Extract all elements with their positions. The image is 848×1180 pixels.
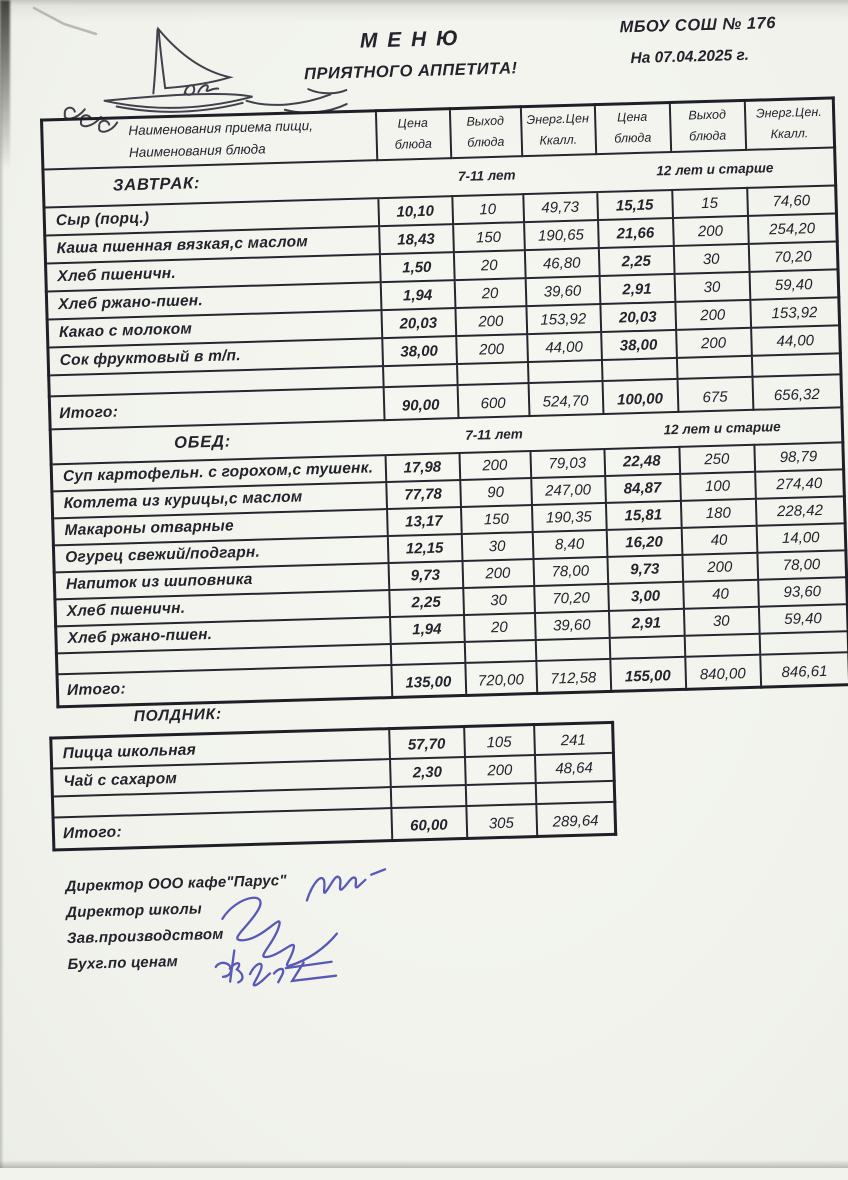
dish-name-cell: Котлета из курицы,с маслом xyxy=(52,482,387,518)
price-cell: 57,70 xyxy=(389,727,465,759)
energy-cell: 247,00 xyxy=(531,476,606,505)
energy-cell: 98,79 xyxy=(754,442,844,471)
empty-cell xyxy=(751,353,841,376)
output-cell: 200 xyxy=(464,755,535,785)
header-line: Энерг.Цен xyxy=(526,111,590,128)
energy-cell: 228,42 xyxy=(755,496,845,525)
header-line: Цена xyxy=(397,115,429,131)
price-cell: 15,15 xyxy=(597,190,673,220)
empty-cell xyxy=(535,780,615,803)
energy-cell: 78,00 xyxy=(533,556,608,585)
price-cell: 3,00 xyxy=(608,581,684,610)
output-cell: 10 xyxy=(452,194,524,224)
price-cell: 16,20 xyxy=(606,527,682,556)
header-line: Выход xyxy=(688,107,727,123)
page-title: М Е Н Ю xyxy=(359,26,461,53)
header-dish-line1: Наименования приема пищи, xyxy=(128,117,314,139)
total-price-cell: 60,00 xyxy=(391,805,467,840)
energy-cell: 14,00 xyxy=(756,523,846,552)
price-cell: 1,50 xyxy=(379,252,454,282)
school-name: МБОУ СОШ № 176 xyxy=(619,14,777,37)
dish-name-cell: Хлеб пшеничн. xyxy=(55,590,390,626)
header-line: блюда xyxy=(467,134,505,150)
header-line: блюда xyxy=(614,130,652,146)
output-cell: 200 xyxy=(455,306,527,336)
empty-cell xyxy=(383,364,458,387)
header-line: Ккалл. xyxy=(770,126,809,142)
price-cell: 13,17 xyxy=(387,507,462,536)
header-price-2 xyxy=(594,103,670,154)
signature-label-school-director: Директор школы xyxy=(65,900,203,922)
signature-label-production-manager: Зав.производством xyxy=(66,925,224,948)
price-cell: 2,91 xyxy=(599,273,675,303)
price-cell: 2,91 xyxy=(608,608,684,637)
output-cell: 200 xyxy=(456,334,528,364)
price-cell: 22,48 xyxy=(604,446,680,475)
total-energy-cell: 846,61 xyxy=(760,652,848,687)
output-cell: 20 xyxy=(464,613,536,642)
dish-name-cell: Чай с сахаром xyxy=(52,759,391,796)
price-cell: 10,10 xyxy=(378,196,453,226)
output-cell: 30 xyxy=(683,606,759,635)
energy-cell: 49,73 xyxy=(523,192,598,222)
section-label-lunch: ОБЕД: xyxy=(50,420,385,464)
energy-cell: 78,00 xyxy=(757,550,847,579)
header-line: Энерг.Цен. xyxy=(755,104,822,121)
energy-cell: 153,92 xyxy=(750,297,840,327)
energy-cell: 70,20 xyxy=(748,241,838,271)
dish-name-cell: Хлеб ржано-пшен. xyxy=(56,617,391,653)
empty-cell xyxy=(527,360,602,383)
total-label: Итого: xyxy=(49,387,384,429)
price-cell: 77,78 xyxy=(386,480,461,509)
total-label: Итого: xyxy=(57,665,392,707)
output-cell: 150 xyxy=(453,222,525,252)
empty-cell xyxy=(759,631,848,654)
energy-cell: 44,00 xyxy=(751,325,841,355)
total-output-cell: 720,00 xyxy=(465,661,537,696)
dish-name-cell: Макароны отварные xyxy=(53,509,388,545)
dish-name-cell: Суп картофельн. с горохом,с тушенк. xyxy=(51,455,386,491)
output-cell: 40 xyxy=(681,525,757,554)
signature-label-cafe-director: Директор ООО кафе"Парус" xyxy=(65,872,287,896)
section-label-snack: ПОЛДНИК: xyxy=(133,705,223,726)
total-energy-cell: 524,70 xyxy=(528,381,603,416)
price-cell: 15,81 xyxy=(605,500,681,529)
output-cell: 200 xyxy=(459,451,531,480)
price-cell: 9,73 xyxy=(388,561,463,590)
total-energy-cell: 712,58 xyxy=(536,658,611,693)
price-cell: 18,43 xyxy=(379,224,454,254)
output-cell: 20 xyxy=(453,250,525,280)
output-cell: 40 xyxy=(683,579,759,608)
total-output-cell: 600 xyxy=(457,383,529,418)
price-cell: 17,98 xyxy=(385,453,460,482)
empty-cell xyxy=(390,784,466,807)
price-cell: 9,73 xyxy=(607,554,683,583)
page-subtitle: ПРИЯТНОГО АППЕТИТА! xyxy=(303,59,518,84)
dish-name-cell: Каша пшенная вязкая,с маслом xyxy=(45,226,380,263)
dish-name-cell: Хлеб пшеничн. xyxy=(46,254,381,291)
price-cell: 20,03 xyxy=(600,301,676,331)
dish-name-cell: Огурец свежий/подгарн. xyxy=(53,536,388,572)
output-cell: 30 xyxy=(461,532,533,561)
total-output-cell: 675 xyxy=(677,376,753,411)
energy-cell: 59,40 xyxy=(749,269,839,299)
dish-name-cell: Сок фруктовый в т/п. xyxy=(48,338,383,375)
output-cell: 30 xyxy=(674,271,750,301)
empty-cell xyxy=(676,355,752,378)
price-cell: 38,00 xyxy=(601,329,677,359)
output-cell: 250 xyxy=(679,444,755,473)
empty-cell xyxy=(601,357,677,380)
energy-cell: 70,20 xyxy=(534,583,609,612)
header-energy-2 xyxy=(744,98,834,149)
energy-cell: 46,80 xyxy=(524,248,599,278)
output-cell: 180 xyxy=(680,498,756,527)
signature-label-price-accountant: Бухг.по ценам xyxy=(67,953,179,974)
total-output-cell: 840,00 xyxy=(685,654,761,689)
price-cell: 20,03 xyxy=(381,308,456,338)
output-cell: 100 xyxy=(680,471,756,500)
price-cell: 2,25 xyxy=(598,246,674,276)
age-group-7-11: 7-11 лет xyxy=(384,414,604,455)
energy-cell: 48,64 xyxy=(534,752,614,782)
price-cell: 12,15 xyxy=(387,534,462,563)
header-energy-1 xyxy=(520,105,595,156)
energy-cell: 8,40 xyxy=(532,529,607,558)
energy-cell: 93,60 xyxy=(758,577,848,606)
empty-cell xyxy=(684,633,760,656)
total-price-cell: 155,00 xyxy=(610,656,686,691)
output-cell: 15 xyxy=(672,187,748,217)
empty-cell xyxy=(465,783,536,806)
output-cell: 105 xyxy=(464,725,535,757)
price-cell: 84,87 xyxy=(605,473,681,502)
total-price-cell: 135,00 xyxy=(391,662,466,697)
header-line: блюда xyxy=(394,136,433,152)
output-cell: 200 xyxy=(682,552,758,581)
output-cell: 90 xyxy=(460,478,532,507)
total-price-cell: 90,00 xyxy=(383,385,458,420)
output-cell: 20 xyxy=(454,278,526,308)
output-cell: 200 xyxy=(675,299,751,329)
output-cell: 200 xyxy=(676,327,752,357)
price-cell: 21,66 xyxy=(598,218,674,248)
header-output-2 xyxy=(669,100,745,151)
empty-cell xyxy=(464,640,536,663)
energy-cell: 59,40 xyxy=(758,604,848,633)
menu-date: На 07.04.2025 г. xyxy=(630,46,750,68)
price-cell: 2,25 xyxy=(389,588,464,617)
energy-cell: 153,92 xyxy=(526,304,601,334)
empty-cell xyxy=(456,362,528,385)
energy-cell: 190,35 xyxy=(531,503,606,532)
header-dish-line2: Наименования блюда xyxy=(128,141,266,161)
output-cell: 200 xyxy=(673,215,749,245)
dish-name-cell: Напиток из шиповника xyxy=(54,563,389,599)
energy-cell: 254,20 xyxy=(747,213,837,243)
energy-cell: 39,60 xyxy=(534,610,609,639)
total-price-cell: 100,00 xyxy=(602,378,678,413)
empty-cell xyxy=(390,642,465,665)
total-energy-cell: 656,32 xyxy=(752,374,842,409)
header-line: Ккалл. xyxy=(539,132,578,148)
dish-name-cell: Хлеб ржано-пшен. xyxy=(46,282,381,319)
header-line: Выход xyxy=(466,113,505,129)
energy-cell: 44,00 xyxy=(527,332,602,362)
snack-table xyxy=(49,721,617,852)
energy-cell: 274,40 xyxy=(755,469,845,498)
empty-cell xyxy=(535,637,610,660)
age-group-7-11: 7-11 лет xyxy=(377,154,597,198)
output-cell: 30 xyxy=(673,243,749,273)
price-cell: 1,94 xyxy=(390,615,465,644)
age-group-12plus: 12 лет и старше xyxy=(603,407,843,449)
empty-cell xyxy=(609,635,685,658)
menu-table xyxy=(40,96,848,708)
header-output-1 xyxy=(449,107,521,158)
energy-cell: 190,65 xyxy=(524,220,599,250)
dish-name-cell: Сыр (порц.) xyxy=(44,198,379,235)
output-cell: 200 xyxy=(462,559,534,588)
price-cell: 2,30 xyxy=(389,757,465,787)
header-line: блюда xyxy=(689,128,727,144)
header-line: Цена xyxy=(616,109,648,125)
age-group-12plus: 12 лет и старше xyxy=(596,147,836,192)
total-label: Итого: xyxy=(53,808,392,850)
dish-name-cell: Какао с молоком xyxy=(47,310,382,347)
dish-name-cell: Пицца школьная xyxy=(51,729,390,768)
energy-cell: 241 xyxy=(534,722,614,754)
total-output-cell: 305 xyxy=(466,804,537,839)
total-energy-cell: 289,64 xyxy=(536,801,616,836)
output-cell: 150 xyxy=(460,505,532,534)
output-cell: 30 xyxy=(463,586,535,615)
section-label-breakfast: ЗАВТРАК: xyxy=(43,160,378,207)
handwritten-signatures-ink xyxy=(183,844,457,1011)
energy-cell: 79,03 xyxy=(530,449,605,478)
price-cell: 38,00 xyxy=(382,336,457,366)
energy-cell: 39,60 xyxy=(525,276,600,306)
energy-cell: 74,60 xyxy=(747,185,837,215)
price-cell: 1,94 xyxy=(380,280,455,310)
header-price-1 xyxy=(375,109,450,160)
